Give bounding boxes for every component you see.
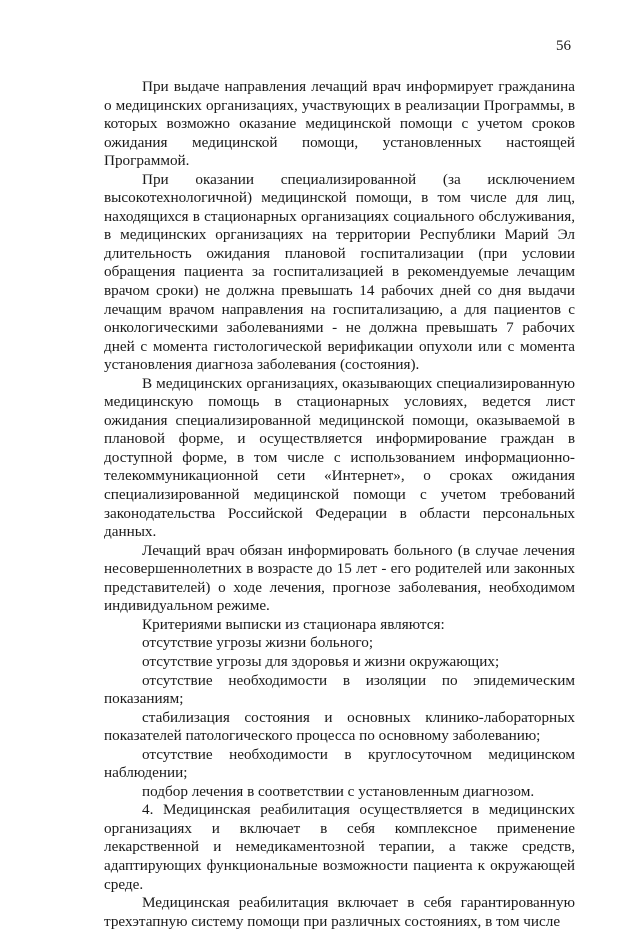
list-item-criterion: отсутствие необходимости в круглосуточном медицинском наблюдении; [104, 745, 575, 782]
list-item-criterion: отсутствие угрозы для здоровья и жизни окружающих; [142, 652, 500, 670]
paragraph-rehabilitation: 4. Медицинская реабилитация осуществляется в медицинских организациях и включает в себя комплексное применение лекарственной и немедикаментозной терапии, а также средств, адаптирующих функциональные возможности пациента к окружающей среде. [104, 801, 575, 893]
paragraph-hospitalization-wait: При оказании специализированной (за исключением высокотехнологичной) медицинской помощи, в том числе для лиц, находящихся в стационарных организациях социального обслуживания, в медицинских организациях на территории Республики Марий Эл длительность ожидания плановой госпитализации (при условии обращения пациента за госпитализацией в рекомендуемые лечащим врачом сроки) не должна превышать 14 рабочих дней со дня выдачи лечащим врачом направления на госпитализацию, а для пациентов с онкологическими заболеваниями - не должна превышать 7 рабочих дней с момента гистологической верификации опухоли или с момента установления диагноза заболевания (состояния). [104, 170, 575, 374]
list-item-criterion: подбор лечения в соответствии с установленным диагнозом. [142, 782, 535, 800]
page-number: 56 [556, 38, 571, 54]
list-item-criterion: отсутствие угрозы жизни больного; [142, 634, 374, 652]
paragraph-discharge-criteria-heading: Критериями выписки из стационара являются: [142, 615, 445, 633]
paragraph-rehabilitation-stages: Медицинская реабилитация включает в себя гарантированную трехэтапную систему помощи при различных состояниях, в том числе [104, 894, 575, 930]
list-item-criterion: отсутствие необходимости в изоляции по эпидемическим показаниям; [104, 671, 575, 708]
document-body [104, 78, 575, 931]
paragraph-referral-info: При выдаче направления лечащий врач информирует гражданина о медицинских организациях, участвующих в реализации Программы, в которых возможно оказание медицинской помощи с учетом сроков ожидания медицинской помощи, установленных настоящей Программой. [104, 78, 575, 170]
list-item-criterion: стабилизация состояния и основных клинико-лабораторных показателей патологического процесса по основному заболеванию; [104, 708, 575, 745]
paragraph-waiting-list: В медицинских организациях, оказывающих специализированную медицинскую помощь в стационарных условиях, ведется лист ожидания специализированной медицинской помощи, оказываемой в плановой форме, и осуществляется информирование граждан в доступной форме, в том числе с использованием информационно-телекоммуникационной сети «Интернет», о сроках ожидания специализированной медицинской помощи с учетом требований законодательства Российской Федерации в области персональных данных. [104, 374, 575, 541]
paragraph-doctor-duty: Лечащий врач обязан информировать больного (в случае лечения несовершеннолетних в возрасте до 15 лет - его родителей или законных представителей) о ходе лечения, прогнозе заболевания, необходимом индивидуальном режиме. [104, 541, 575, 615]
